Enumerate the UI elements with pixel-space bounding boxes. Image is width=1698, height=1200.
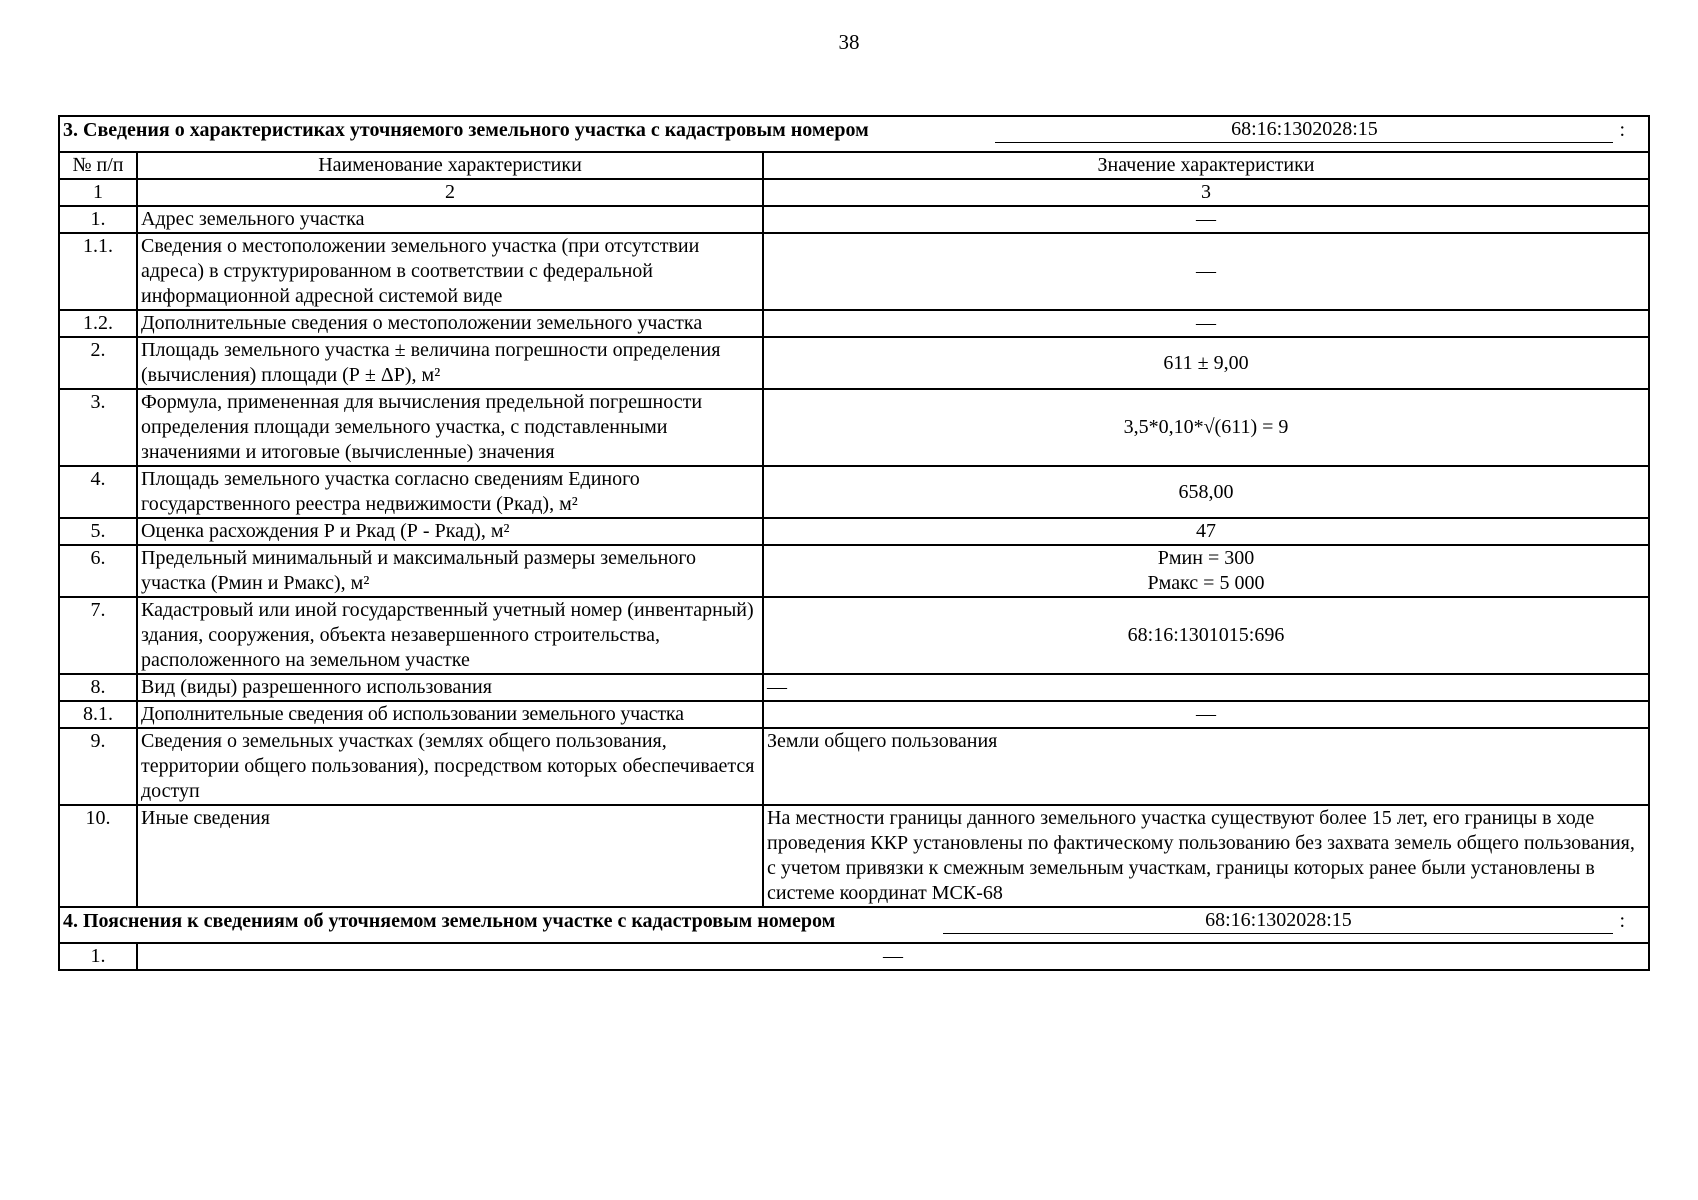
row-number: 1.2.	[59, 310, 137, 337]
table-row	[59, 805, 1649, 907]
row-name: Предельный минимальный и максимальный размеры земельного участка (Рмин и Рмакс), м²	[137, 545, 763, 597]
row-name: Адрес земельного участка	[137, 206, 763, 233]
row-number: 9.	[59, 728, 137, 805]
row-number: 1.	[59, 943, 137, 970]
row-value: —	[763, 310, 1649, 337]
table-row	[59, 728, 1649, 805]
row-name: Сведения о местоположении земельного участка (при отсутствии адреса) в структурированном в соответствии с федеральной информационной адресной системой виде	[137, 233, 763, 310]
section4-cadastral-number: 68:16:1302028:15	[943, 908, 1613, 934]
header-number-3: 3	[763, 179, 1649, 206]
row-value: 611 ± 9,00	[763, 337, 1649, 389]
table-row	[59, 206, 1649, 233]
column-number-row	[59, 179, 1649, 206]
row-number: 8.	[59, 674, 137, 701]
row-number: 1.	[59, 206, 137, 233]
row-number: 10.	[59, 805, 137, 907]
table-row	[59, 466, 1649, 518]
row-value: На местности границы данного земельного участка существуют более 15 лет, его границы в ходе проведения ККР установлены по фактическому пользованию без захвата земель общего пользования, с учетом привязки к смежным земельным участкам, границы которых ранее были установлены в системе координат МСК-68	[763, 805, 1649, 907]
header-number-1: 1	[59, 179, 137, 206]
row-value: 68:16:1301015:696	[763, 597, 1649, 674]
row-value: 658,00	[763, 466, 1649, 518]
row-name: Вид (виды) разрешенного использования	[137, 674, 763, 701]
row-number: 6.	[59, 545, 137, 597]
row-value	[763, 545, 1649, 597]
section4-title: 4. Пояснения к сведениям об уточняемом земельном участке с кадастровым номером	[63, 910, 836, 932]
row-value: —	[763, 206, 1649, 233]
row-name: Кадастровый или иной государственный учетный номер (инвентарный) здания, сооружения, объекта незавершенного строительства, расположенного на земельном участке	[137, 597, 763, 674]
table-row	[59, 389, 1649, 466]
row-name: Иные сведения	[137, 805, 763, 907]
page-number: 38	[838, 30, 860, 54]
section3-colon: :	[1619, 119, 1625, 141]
row-value: —	[763, 674, 1649, 701]
row-value: 3,5*0,10*√(611) = 9	[763, 389, 1649, 466]
characteristics-table	[58, 115, 1650, 971]
section3-cadastral-number: 68:16:1302028:15	[995, 117, 1613, 143]
row-name: Дополнительные сведения о местоположении земельного участка	[137, 310, 763, 337]
row-name: Площадь земельного участка ± величина погрешности определения (вычисления) площади (Р ± ΔР), м²	[137, 337, 763, 389]
row-value: —	[763, 701, 1649, 728]
row-number: 3.	[59, 389, 137, 466]
table-row	[59, 597, 1649, 674]
row-value: Земли общего пользования	[763, 728, 1649, 805]
section3-header-row	[59, 116, 1649, 152]
row-number: 5.	[59, 518, 137, 545]
section4-colon: :	[1619, 910, 1625, 932]
row-number: 8.1.	[59, 701, 137, 728]
header-num: № п/п	[59, 152, 137, 179]
section3-title: 3. Сведения о характеристиках уточняемого земельного участка с кадастровым номером	[63, 119, 869, 141]
row-number: 7.	[59, 597, 137, 674]
row-value: 47	[763, 518, 1649, 545]
table-row	[59, 337, 1649, 389]
row-name: Дополнительные сведения об использовании земельного участка	[137, 701, 763, 728]
table-row	[59, 518, 1649, 545]
row-number: 2.	[59, 337, 137, 389]
row-name: Площадь земельного участка согласно сведениям Единого государственного реестра недвижимости (Ркад), м²	[137, 466, 763, 518]
row-value-line: Рмакс = 5 000	[1147, 572, 1265, 594]
row-value: —	[763, 233, 1649, 310]
table-row	[59, 233, 1649, 310]
header-name: Наименование характеристики	[137, 152, 763, 179]
table-row	[59, 943, 1649, 970]
row-name: Сведения о земельных участках (землях общего пользования, территории общего пользования), посредством которых обеспечивается доступ	[137, 728, 763, 805]
row-value-line: Рмин = 300	[1157, 547, 1255, 569]
header-value: Значение характеристики	[763, 152, 1649, 179]
row-name: Формула, примененная для вычисления предельной погрешности определения площади земельного участка, с подставленными значениями и итоговые (вычисленные) значения	[137, 389, 763, 466]
column-header-row	[59, 152, 1649, 179]
row-number: 4.	[59, 466, 137, 518]
table-row	[59, 701, 1649, 728]
row-number: 1.1.	[59, 233, 137, 310]
header-number-2: 2	[137, 179, 763, 206]
row-value: —	[137, 943, 1649, 970]
row-name: Оценка расхождения Р и Ркад (Р - Ркад), м²	[137, 518, 763, 545]
table-row	[59, 674, 1649, 701]
section4-header-row	[59, 907, 1649, 943]
table-row	[59, 545, 1649, 597]
table-row	[59, 310, 1649, 337]
